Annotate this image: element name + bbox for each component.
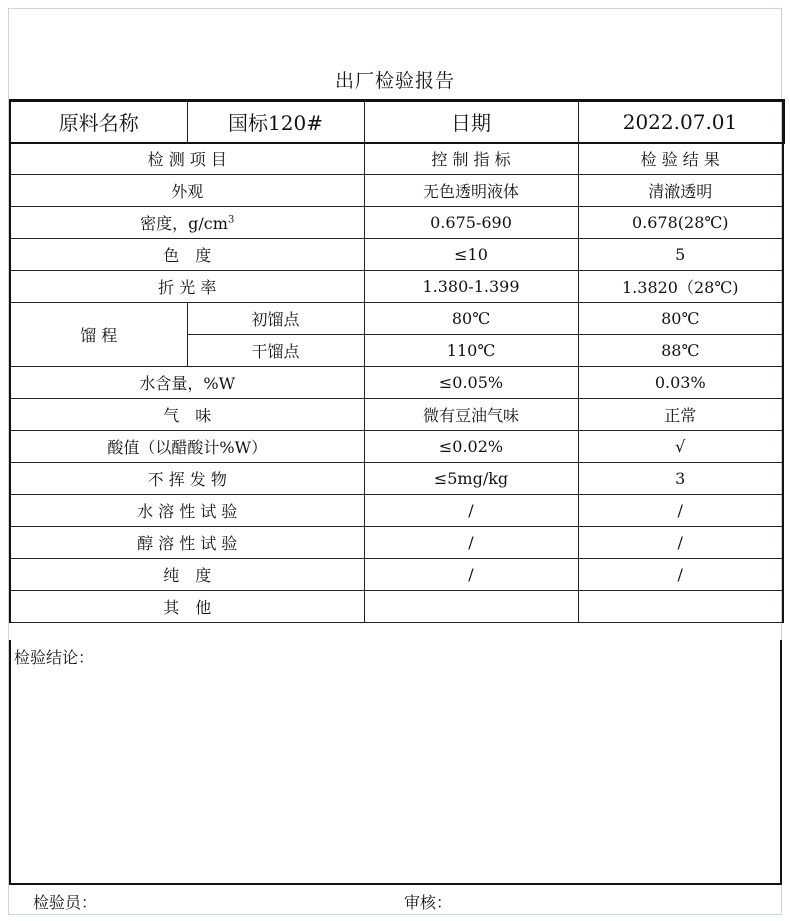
result-cell[interactable]: 0.678(28℃): [578, 207, 783, 239]
item-cell: 醇 溶 性 试 验: [10, 527, 364, 559]
table-row: [10, 175, 783, 207]
standard-cell[interactable]: /: [364, 495, 578, 527]
result-cell[interactable]: 80℃: [578, 303, 783, 335]
result-cell[interactable]: 正常: [578, 399, 783, 431]
result-cell[interactable]: 0.03%: [578, 367, 783, 399]
table-row: [10, 591, 783, 623]
distillation-group-label: 馏 程: [10, 303, 187, 367]
column-header-standard: 控 制 指 标: [364, 143, 578, 175]
result-cell[interactable]: /: [578, 559, 783, 591]
item-cell: 纯 度: [10, 559, 364, 591]
table-row: [10, 239, 783, 271]
item-cell: 其 他: [10, 591, 364, 623]
standard-cell[interactable]: 1.380-1.399: [364, 271, 578, 303]
inspector-label: 检验员：: [33, 893, 98, 912]
standard-cell[interactable]: 无色透明液体: [364, 175, 578, 207]
item-cell: 不 挥 发 物: [10, 463, 364, 495]
item-cell: 色 度: [10, 239, 364, 271]
standard-cell[interactable]: 0.675-690: [364, 207, 578, 239]
table-row: [10, 207, 783, 239]
result-cell[interactable]: /: [578, 495, 783, 527]
table-row: [10, 399, 783, 431]
table-row: [10, 431, 783, 463]
item-cell: 干馏点: [187, 335, 364, 367]
result-cell[interactable]: [578, 591, 783, 623]
column-header-result: 检 验 结 果: [578, 143, 783, 175]
result-cell[interactable]: 88℃: [578, 335, 783, 367]
date-value[interactable]: 2022.07.01: [578, 101, 783, 143]
standard-cell[interactable]: ≤0.05%: [364, 367, 578, 399]
column-header-item: 检 测 项 目: [10, 143, 364, 175]
result-cell[interactable]: 3: [578, 463, 783, 495]
table-row: [10, 463, 783, 495]
item-cell: [10, 207, 364, 239]
item-cell: 水含量，%W: [10, 367, 364, 399]
table-row: [10, 495, 783, 527]
standard-cell[interactable]: 110℃: [364, 335, 578, 367]
standard-cell[interactable]: ≤5mg/kg: [364, 463, 578, 495]
column-header-row: [10, 143, 783, 175]
table-row: [10, 559, 783, 591]
standard-cell[interactable]: ≤10: [364, 239, 578, 271]
reviewer-label: 审核：: [404, 893, 453, 912]
result-cell[interactable]: √: [578, 431, 783, 463]
material-name-label: 原料名称: [10, 101, 187, 143]
conclusion-label: 检验结论：: [14, 648, 95, 667]
result-cell[interactable]: 1.3820（28℃): [578, 271, 783, 303]
standard-cell[interactable]: ≤0.02%: [364, 431, 578, 463]
item-cell: 水 溶 性 试 验: [10, 495, 364, 527]
result-cell[interactable]: /: [578, 527, 783, 559]
standard-cell[interactable]: /: [364, 527, 578, 559]
table-row: [10, 527, 783, 559]
item-cell: 气 味: [10, 399, 364, 431]
header-row: [10, 101, 783, 143]
report-title: 出厂检验报告: [334, 70, 455, 92]
result-cell[interactable]: 5: [578, 239, 783, 271]
item-text: 密度，g/cm: [140, 214, 228, 233]
standard-cell[interactable]: 微有豆油气味: [364, 399, 578, 431]
item-cell: 初馏点: [187, 303, 364, 335]
date-label: 日期: [364, 101, 578, 143]
standard-cell[interactable]: [364, 591, 578, 623]
table-row: [10, 367, 783, 399]
table-row: [10, 271, 783, 303]
item-superscript: 3: [227, 214, 235, 226]
item-cell: 酸值（以醋酸计%W）: [10, 431, 364, 463]
inspection-table: [9, 99, 785, 623]
result-cell[interactable]: 清澈透明: [578, 175, 783, 207]
item-cell: 外观: [10, 175, 364, 207]
standard-cell[interactable]: /: [364, 559, 578, 591]
distillation-row-initial: [10, 303, 783, 335]
standard-cell[interactable]: 80℃: [364, 303, 578, 335]
material-name-value[interactable]: 国标120#: [187, 101, 364, 143]
conclusion-box[interactable]: [9, 640, 782, 885]
item-cell: 折 光 率: [10, 271, 364, 303]
